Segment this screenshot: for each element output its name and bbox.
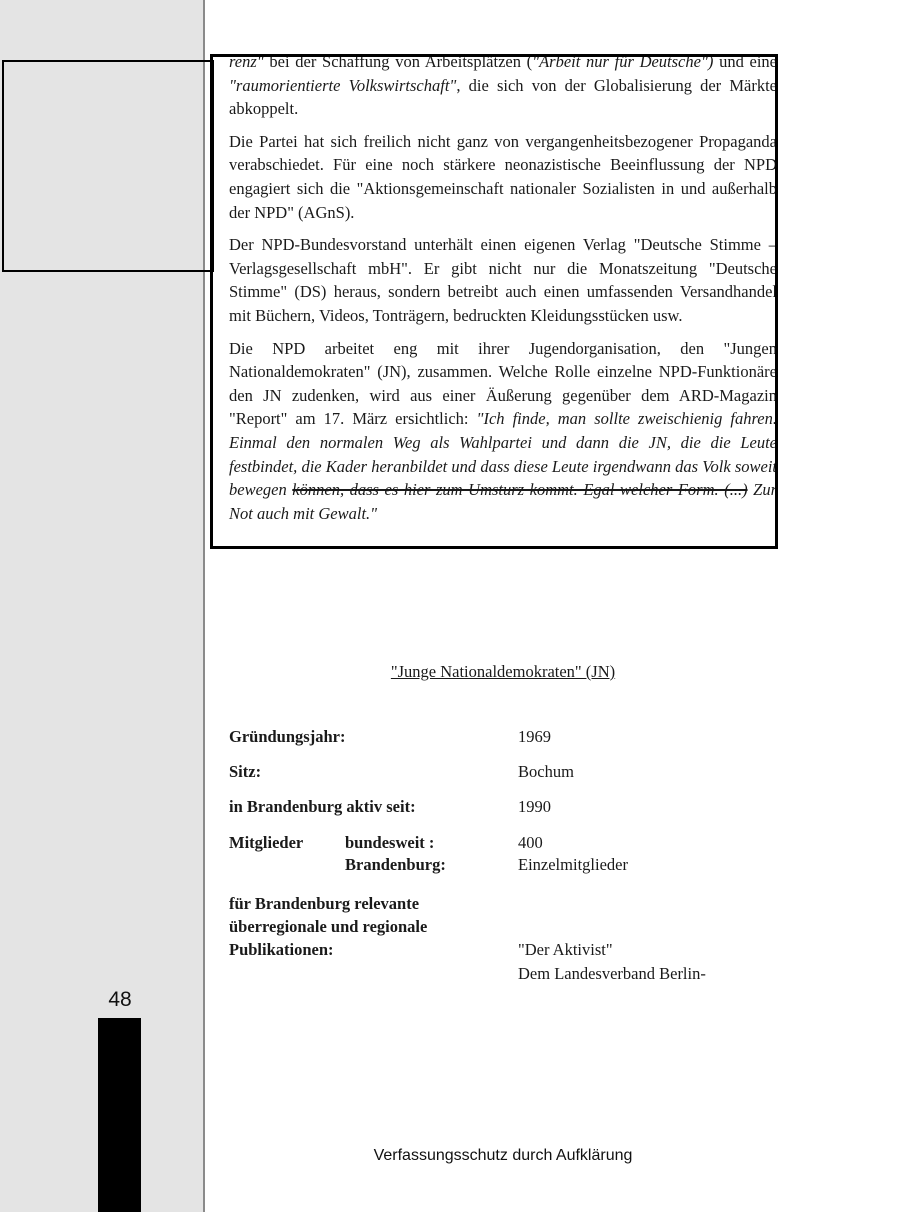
p1-text-f: , die sich von der Globalisierung der Märkte abkoppelt.	[229, 75, 777, 119]
info-label: überregionale und regionale	[229, 917, 428, 936]
p4-quote-end: Zur Not auch mit Gewalt."	[229, 480, 777, 523]
info-label: für Brandenburg relevante	[229, 894, 420, 913]
info-sublabel: Brandenburg:	[345, 855, 446, 874]
info-value: Bochum	[518, 762, 574, 781]
paragraph-3: Der NPD-Bundesvorstand unterhält einen eigenen Verlag "Deutsche Stimme – Verlagsgesellschaft mbH". Er gibt nicht nur die Monatszeitung "Deutsche Stimme" (DS) heraus, sondern betreibt auch einen umfassenden Versandhandel mit Büchern, Videos, Tonträgern, bedruckten Kleidungsstücken usw.	[229, 235, 777, 325]
p1-italic-e: "raumorientierte Volkswirtschaft"	[229, 75, 457, 95]
p1-text-d: und eine	[713, 52, 777, 71]
info-value: 1990	[518, 797, 551, 816]
page-footer: Verfassungsschutz durch Aufklärung	[373, 1147, 633, 1164]
page-number: 48	[108, 988, 132, 1011]
info-label: Gründungsjahr:	[229, 727, 346, 746]
p1-italic-a: renz"	[229, 52, 264, 71]
empty-frame-box	[2, 60, 214, 272]
info-value: Einzelmitglieder	[518, 855, 628, 874]
paragraph-2: Die Partei hat sich freilich nicht ganz von vergangenheitsbezogener Propaganda verabschiedet. Für eine noch stärkere neonazistische Beeinflussung der NPD engagiert sich die "Aktionsgemeinschaft nationaler Sozialisten in und außerhalb der NPD" (AGnS).	[229, 131, 777, 222]
info-value: Dem Landesverband Berlin-	[518, 964, 706, 983]
p4-quote-struck: können, dass es hier zum Umsturz kommt. Egal welcher Form. (...)	[292, 480, 748, 500]
page-edge-bar	[98, 1018, 141, 1212]
p1-italic-c: "Arbeit nur für Deutsche")	[532, 52, 714, 71]
p4-text: Die NPD arbeitet eng mit ihrer Jugendorganisation, den "Jungen Nationaldemokraten" (JN), zusammen. Welche Rolle einzelne NPD-Funktionäre den JN zudenken, wird aus einer Äußerung gegenüber dem ARD-Magazin "Report" am 17. März ersichtlich:	[229, 338, 777, 429]
info-label: Sitz:	[229, 762, 262, 781]
info-sublabel: bundesweit :	[345, 833, 435, 852]
info-label: Mitglieder	[229, 833, 304, 852]
info-value: 400	[518, 833, 543, 852]
section-title: "Junge Nationaldemokraten" (JN)	[390, 662, 616, 681]
highlight-frame	[210, 54, 778, 549]
p4-quote: "Ich finde, man sollte zweischienig fahren. Einmal den normalen Weg als Wahlpartei und dann die JN, die die Leute festbindet, die Kader heranbildet und dass diese Leute irgendwann das Volk soweit bewegen	[229, 409, 777, 500]
p1-text-b: bei der Schaffung von Arbeitsplätzen (	[263, 52, 533, 71]
info-label: Publikationen:	[229, 940, 334, 959]
info-value: "Der Aktivist"	[518, 940, 613, 959]
info-label: in Brandenburg aktiv seit:	[229, 797, 416, 816]
info-value: 1969	[518, 727, 551, 746]
